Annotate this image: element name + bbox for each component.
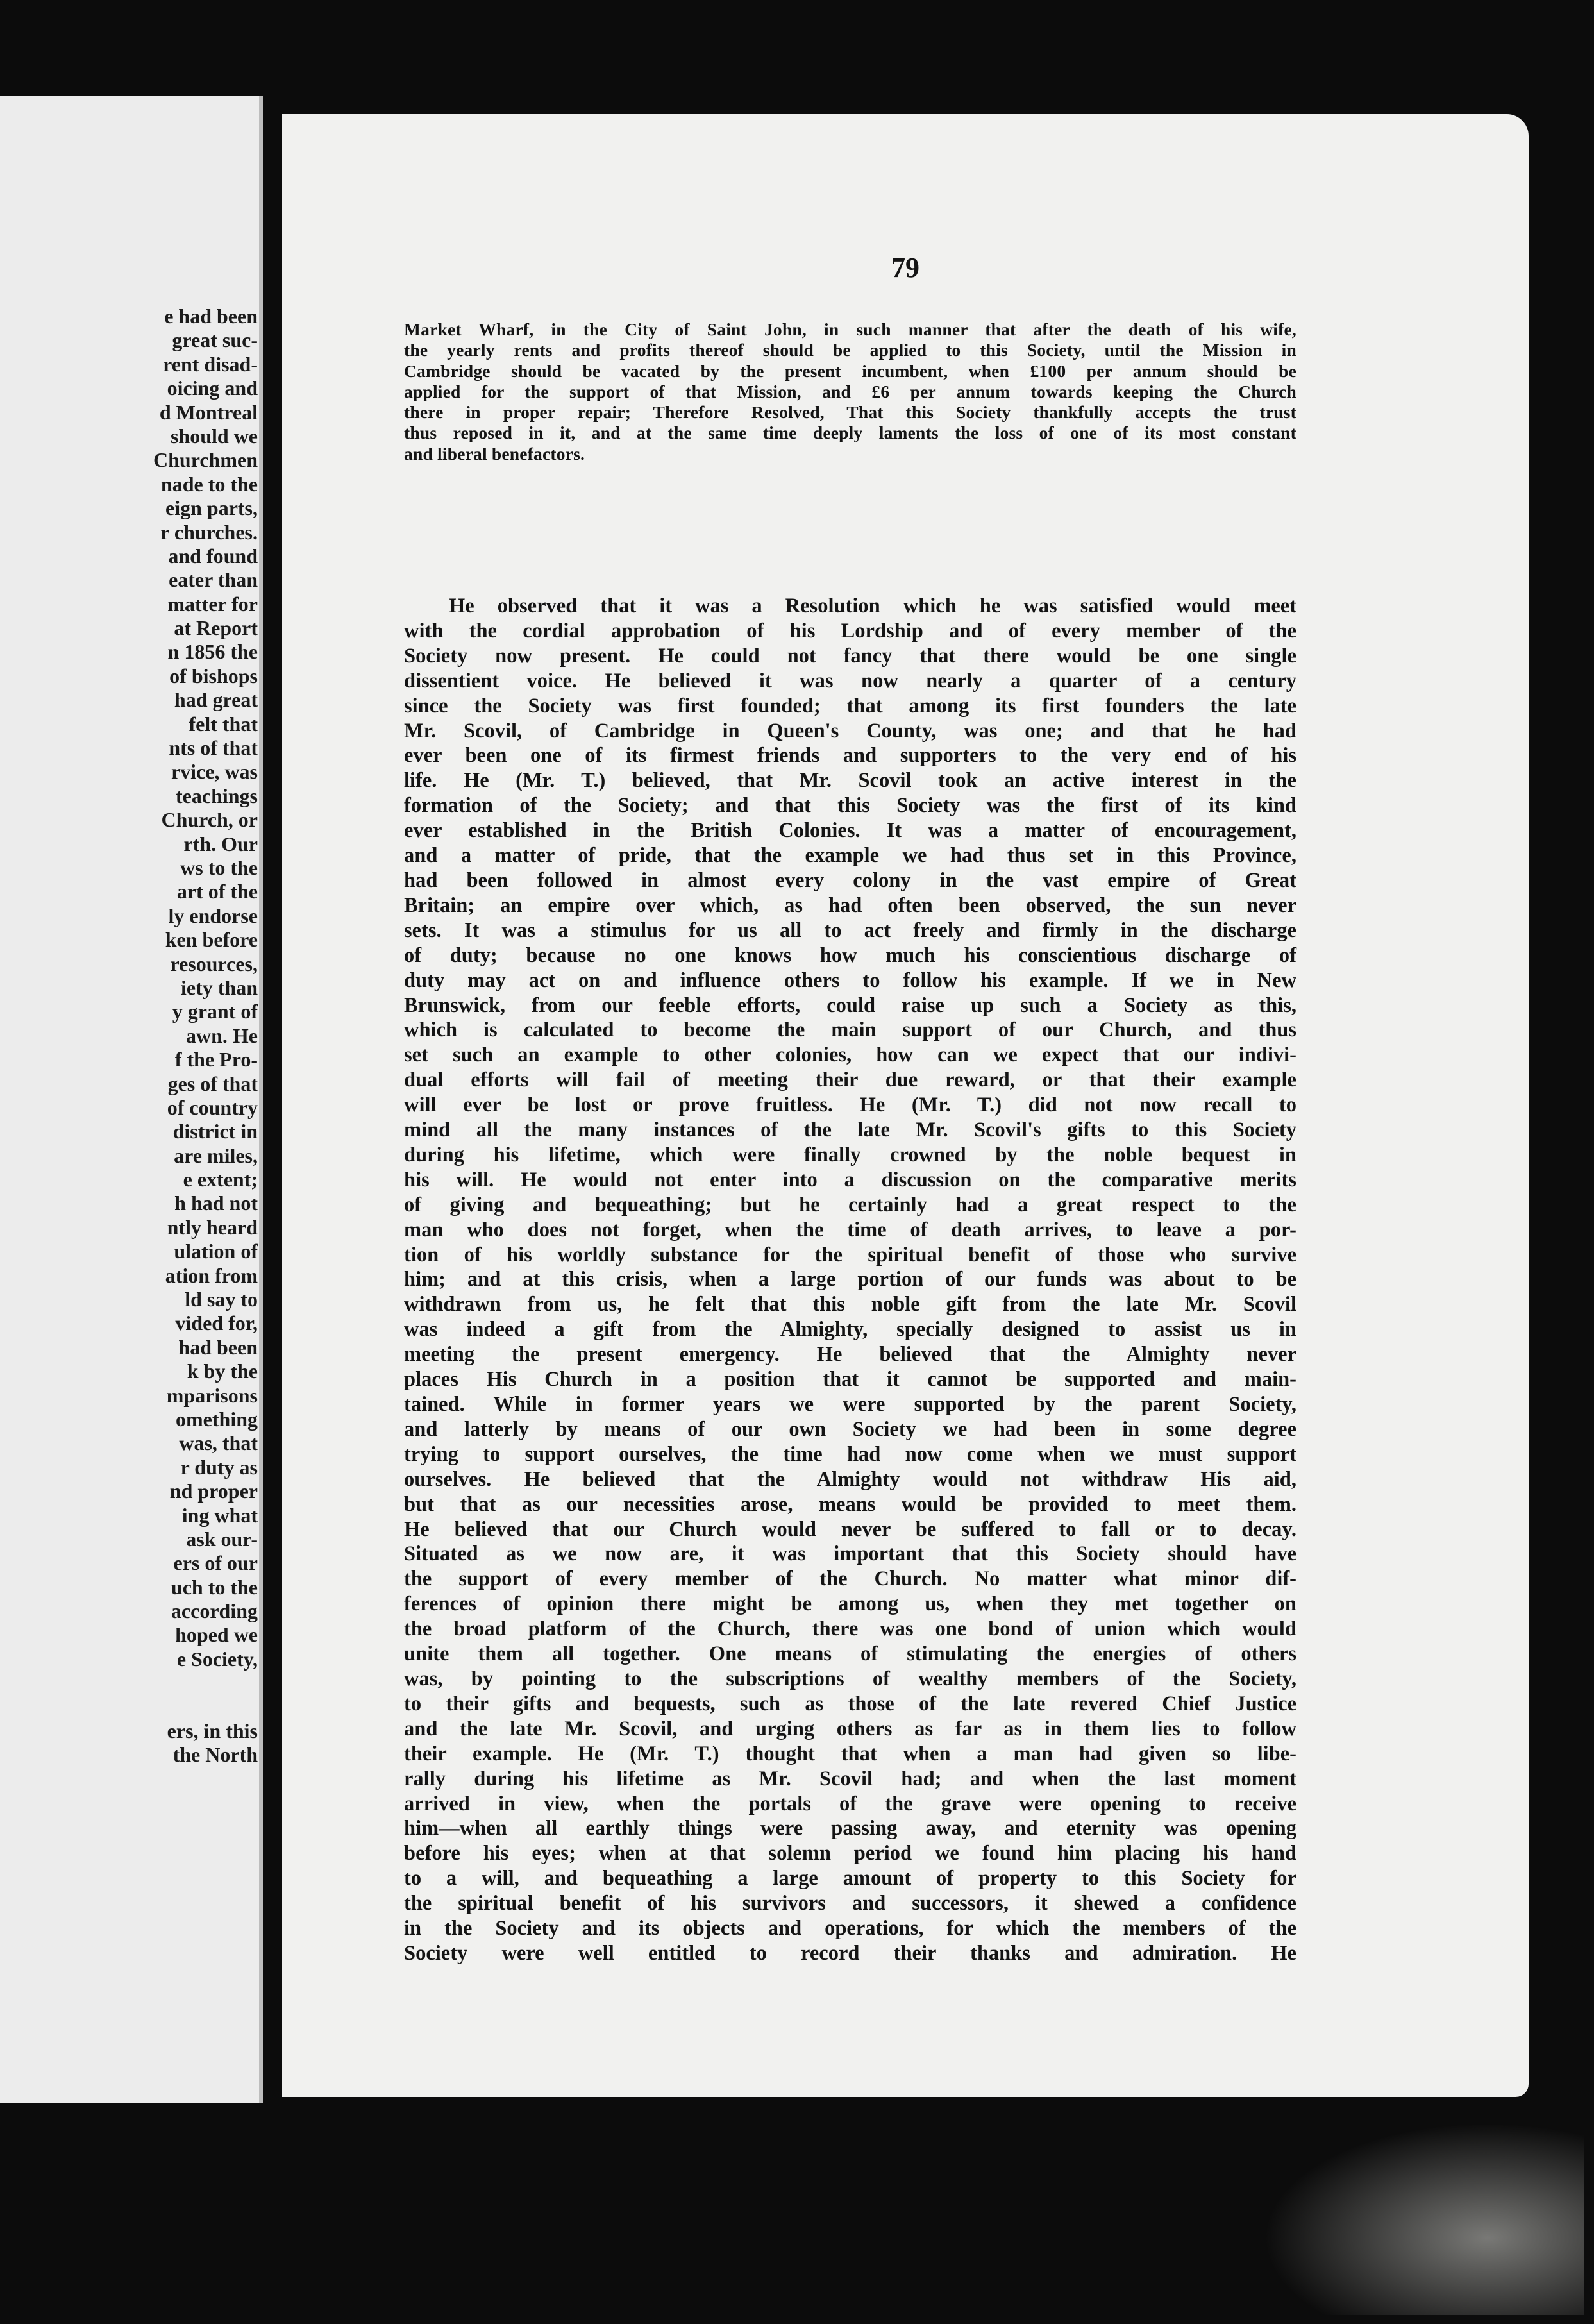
body-line: Brunswick, from our feeble efforts, could raise up such a Society as this, bbox=[404, 993, 1296, 1017]
resolution-line: and liberal benefactors. bbox=[404, 443, 585, 464]
resolution-line: the yearly rents and profits thereof should be applied to this Society, until the Mission in bbox=[404, 340, 1296, 360]
body-line: unite them all together. One means of stimulating the energies of others bbox=[404, 1642, 1296, 1666]
left-page-text-column bbox=[0, 305, 258, 1767]
body-line: of duty; because no one knows how much his conscientious discharge of bbox=[404, 943, 1296, 967]
body-line: Situated as we now are, it was important that this Society should have bbox=[404, 1542, 1296, 1566]
body-line: before his eyes; when at that solemn period we found him placing his hand bbox=[404, 1842, 1296, 1865]
left-page-line: eater than bbox=[169, 568, 258, 592]
body-line: tion of his worldly substance for the spiritual benefit of those who survive bbox=[404, 1243, 1296, 1267]
left-page-line: of bishops bbox=[169, 664, 258, 687]
body-line: had been followed in almost every colony in the vast empire of Great bbox=[404, 868, 1296, 892]
left-page-line: felt that bbox=[189, 712, 258, 736]
left-page-line: y grant of bbox=[172, 1000, 258, 1023]
left-page-line: oicing and bbox=[167, 376, 258, 400]
body-line: him; and at this crisis, when a large portion of our funds was about to be bbox=[404, 1268, 1296, 1292]
body-line: dual efforts will fail of meeting their due reward, or that their example bbox=[404, 1068, 1296, 1092]
body-line: of giving and bequeathing; but he certainly had a great respect to the bbox=[404, 1193, 1296, 1217]
left-page-line: ws to the bbox=[180, 855, 258, 879]
left-page-line bbox=[0, 1671, 258, 1695]
body-line: life. He (Mr. T.) believed, that Mr. Scovil took an active interest in the bbox=[404, 769, 1296, 793]
body-line: in the Society and its objects and operations, for which the members of the bbox=[404, 1917, 1296, 1941]
body-line: trying to support ourselves, the time had now come when we must support bbox=[404, 1442, 1296, 1466]
left-page-line: mparisons bbox=[166, 1383, 258, 1407]
left-page-line: eign parts, bbox=[165, 496, 258, 520]
body-line: him—when all earthly things were passing away, and eternity was opening bbox=[404, 1817, 1296, 1840]
left-page-line: the North bbox=[172, 1743, 258, 1767]
body-line: his will. He would not enter into a discussion on the comparative merits bbox=[404, 1168, 1296, 1191]
body-line: Mr. Scovil, of Cambridge in Queen's County, was one; and that he had bbox=[404, 719, 1296, 743]
body-line: which is calculated to become the main support of our Church, and thus bbox=[404, 1018, 1296, 1042]
book-gutter bbox=[263, 0, 282, 2324]
left-page-line: iety than bbox=[181, 975, 258, 999]
resolution-line: thus reposed in it, and at the same time deeply laments the loss of one of its most constant bbox=[404, 423, 1296, 443]
body-line: Britain; an empire over which, as had often been observed, the sun never bbox=[404, 893, 1296, 917]
body-line: tained. While in former years we were supported by the parent Society, bbox=[404, 1393, 1296, 1416]
body-paragraph bbox=[404, 594, 1296, 1966]
left-page-line: omething bbox=[176, 1407, 258, 1431]
left-page-line: ers, in this bbox=[167, 1719, 258, 1743]
body-line: during his lifetime, which were finally crowned by the noble bequest in bbox=[404, 1143, 1296, 1166]
body-line: the broad platform of the Church, there was one bond of union which would bbox=[404, 1617, 1296, 1641]
left-page-line: at Report bbox=[174, 616, 258, 640]
left-page-line: Church, or bbox=[161, 808, 258, 832]
left-page-line: uch to the bbox=[171, 1575, 258, 1599]
left-page-line: matter for bbox=[167, 592, 258, 616]
body-line: formation of the Society; and that this Society was the first of its kind bbox=[404, 794, 1296, 818]
body-line: set such an example to other colonies, how can we expect that our indivi- bbox=[404, 1043, 1296, 1067]
body-line: He believed that our Church would never be suffered to fall or to decay. bbox=[404, 1517, 1296, 1541]
left-page-line: e had been bbox=[164, 305, 258, 328]
left-page-line: Churchmen bbox=[153, 448, 258, 472]
body-line: was indeed a gift from the Almighty, specially designed to assist us in bbox=[404, 1318, 1296, 1342]
body-line: withdrawn from us, he felt that this noble gift from the late Mr. Scovil bbox=[404, 1293, 1296, 1317]
left-page-line: had great bbox=[174, 688, 258, 712]
left-page-line: n 1856 the bbox=[167, 640, 258, 664]
left-page-line: nts of that bbox=[169, 736, 258, 760]
left-page-line: hoped we bbox=[175, 1623, 258, 1647]
left-page-line: teachings bbox=[176, 784, 258, 807]
left-page-line: ld say to bbox=[185, 1288, 258, 1311]
left-page-line: r duty as bbox=[180, 1455, 258, 1479]
left-page-line: nd proper bbox=[169, 1479, 258, 1503]
body-line: ever established in the British Colonies. It was a matter of encouragement, bbox=[404, 819, 1296, 843]
right-page bbox=[282, 114, 1529, 2097]
body-line: the support of every member of the Church. No matter what minor dif- bbox=[404, 1567, 1296, 1591]
body-line: arrived in view, when the portals of the grave were opening to receive bbox=[404, 1792, 1296, 1815]
body-line: rally during his lifetime as Mr. Scovil had; and when the last moment bbox=[404, 1767, 1296, 1790]
body-line: He observed that it was a Resolution which he was satisfied would meet bbox=[449, 594, 1296, 618]
left-page-line: should we bbox=[170, 424, 258, 448]
body-line: mind all the many instances of the late Mr. Scovil's gifts to this Society bbox=[404, 1118, 1296, 1142]
left-page-line: ing what bbox=[181, 1503, 258, 1527]
left-page-line: r churches. bbox=[160, 520, 258, 544]
left-page-line: vided for, bbox=[175, 1311, 258, 1335]
page-corner-smudge bbox=[1263, 2123, 1584, 2315]
body-line: ourselves. He believed that the Almighty would not withdraw His aid, bbox=[404, 1467, 1296, 1491]
left-page-line: and found bbox=[168, 544, 258, 568]
left-page-line: nade to the bbox=[160, 472, 258, 496]
left-page-line: ask our- bbox=[186, 1527, 258, 1551]
left-page-line: art of the bbox=[176, 880, 258, 904]
body-line: Society were well entitled to record their thanks and admiration. He bbox=[404, 1941, 1296, 1965]
left-page-line: ulation of bbox=[174, 1240, 258, 1263]
body-line: and a matter of pride, that the example we had thus set in this Province, bbox=[404, 844, 1296, 868]
left-page-line: e Society, bbox=[176, 1647, 258, 1671]
left-page-line: ges of that bbox=[167, 1072, 258, 1095]
left-page-line: rent disad- bbox=[163, 352, 258, 376]
left-page-line bbox=[0, 1696, 258, 1719]
left-page-line: according bbox=[171, 1599, 258, 1623]
body-line: ferences of opinion there might be among us, when they met together on bbox=[404, 1592, 1296, 1616]
body-line: with the cordial approbation of his Lordship and of every member of the bbox=[404, 619, 1296, 643]
body-line: ever been one of its firmest friends and supporters to the very end of his bbox=[404, 744, 1296, 768]
left-page-line: had been bbox=[178, 1335, 258, 1359]
left-page-line: ntly heard bbox=[167, 1215, 258, 1239]
body-line: to a will, and bequeathing a large amount of property to this Society for bbox=[404, 1867, 1296, 1890]
left-page-line: rth. Our bbox=[183, 832, 258, 855]
body-line: places His Church in a position that it cannot be supported and main- bbox=[404, 1368, 1296, 1392]
body-line: was, by pointing to the subscriptions of wealthy members of the Society, bbox=[404, 1667, 1296, 1690]
left-page-line: ation from bbox=[165, 1263, 258, 1287]
resolution-paragraph bbox=[404, 319, 1296, 464]
body-line: man who does not forget, when the time of death arrives, to leave a por- bbox=[404, 1218, 1296, 1242]
body-line: duty may act on and influence others to follow his example. If we in New bbox=[404, 968, 1296, 992]
body-line: and the late Mr. Scovil, and urging others as far as in them lies to follow bbox=[404, 1717, 1296, 1740]
body-line: will ever be lost or prove fruitless. He (Mr. T.) did not now recall to bbox=[404, 1093, 1296, 1117]
body-line: and latterly by means of our own Society we had been in some degree bbox=[404, 1417, 1296, 1441]
body-line: since the Society was first founded; that among its first founders the late bbox=[404, 694, 1296, 718]
left-page-line: k by the bbox=[187, 1360, 258, 1383]
left-page-line: f the Pro- bbox=[174, 1048, 258, 1072]
body-line: sets. It was a stimulus for us all to act freely and firmly in the discharge bbox=[404, 918, 1296, 942]
resolution-line: there in proper repair; Therefore Resolved, That this Society thankfully accepts the trust bbox=[404, 402, 1296, 423]
body-line: to their gifts and bequests, such as those of the late revered Chief Justice bbox=[404, 1692, 1296, 1715]
body-line: Society now present. He could not fancy that there would be one single bbox=[404, 644, 1296, 668]
left-page-line: resources, bbox=[170, 952, 258, 975]
body-line: dissentient voice. He believed it was now nearly a quarter of a century bbox=[404, 669, 1296, 693]
left-page-line: e extent; bbox=[183, 1168, 258, 1191]
left-page-line: ken before bbox=[165, 928, 258, 952]
left-page-line: d Montreal bbox=[159, 400, 258, 424]
body-line: meeting the present emergency. He believed that the Almighty never bbox=[404, 1343, 1296, 1367]
left-page-line: was, that bbox=[179, 1431, 258, 1455]
left-page-line: district in bbox=[172, 1120, 258, 1143]
left-page-line: ly endorse bbox=[168, 904, 258, 927]
body-line: their example. He (Mr. T.) thought that when a man had given so libe- bbox=[404, 1742, 1296, 1765]
page-number: 79 bbox=[891, 252, 919, 283]
left-page-line: h had not bbox=[174, 1191, 258, 1215]
resolution-line: Cambridge should be vacated by the present incumbent, when £100 per annum should be bbox=[404, 360, 1296, 381]
left-page-line: of country bbox=[167, 1095, 258, 1119]
resolution-line: Market Wharf, in the City of Saint John, in such manner that after the death of his wife, bbox=[404, 319, 1296, 339]
resolution-line: applied for the support of that Mission, and £6 per annum towards keeping the Church bbox=[404, 381, 1296, 401]
left-facing-page bbox=[0, 96, 263, 2103]
left-page-line: awn. He bbox=[186, 1023, 258, 1047]
body-line: but that as our necessities arose, means would be provided to meet them. bbox=[404, 1492, 1296, 1516]
body-line: the spiritual benefit of his survivors and successors, it shewed a confidence bbox=[404, 1892, 1296, 1916]
left-page-line: are miles, bbox=[174, 1143, 258, 1167]
left-page-line: rvice, was bbox=[171, 760, 258, 784]
left-page-line: great suc- bbox=[172, 328, 258, 352]
left-page-line: ers of our bbox=[173, 1551, 258, 1575]
